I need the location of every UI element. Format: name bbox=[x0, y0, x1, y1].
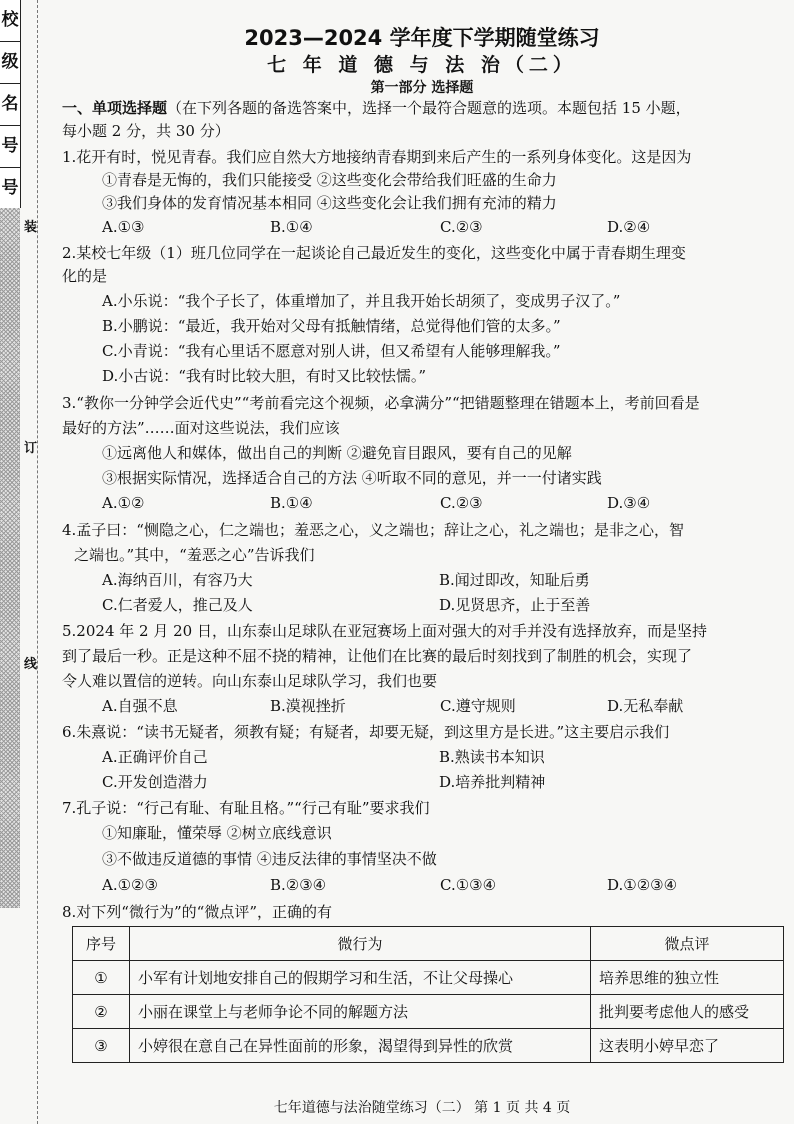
table-cell-behavior: 小丽在课堂上与老师争论不同的解题方法 bbox=[130, 995, 591, 1029]
q7-option-b: B.②③④ bbox=[270, 876, 327, 894]
q6-option-d: D.培养批判精神 bbox=[439, 773, 546, 791]
binding-label-school: 校 bbox=[0, 0, 20, 42]
q3-option-d: D.③④ bbox=[607, 494, 651, 512]
q6-option-a: A.正确评价自己 bbox=[102, 748, 208, 766]
table-header-cell: 微行为 bbox=[130, 927, 591, 961]
exam-title: 2023—2024 学年度下学期随堂练习 bbox=[244, 26, 600, 50]
binding-mark-ding: 订 bbox=[24, 436, 37, 457]
q1-stem: 1.花开有时，悦见青春。我们应自然大方地接纳青春期到来后产生的一系列身体变化。这是因为 bbox=[62, 148, 692, 166]
section-instruction bbox=[62, 98, 691, 118]
q3-option-b: B.①④ bbox=[270, 494, 313, 512]
table-cell-comment: 培养思维的独立性 bbox=[591, 961, 784, 995]
q3-items-row1: ①远离他人和媒体，做出自己的判断 ②避免盲目跟风，要有自己的见解 bbox=[102, 444, 572, 462]
q2-option-c: C.小青说：“我有心里话不愿意对别人讲，但又希望有人能够理解我。” bbox=[102, 342, 561, 360]
q1-option-b: B.①④ bbox=[270, 218, 313, 236]
q1-items-row2: ③我们身体的发育情况基本相同 ④这些变化会让我们拥有充沛的精力 bbox=[102, 194, 557, 212]
q1-option-a: A.①③ bbox=[102, 218, 145, 236]
q2-stem-line1: 2.某校七年级（1）班几位同学在一起谈论自己最近发生的变化，这些变化中属于青春期生理变 bbox=[62, 244, 686, 262]
q2-stem-line2: 化的是 bbox=[62, 267, 108, 285]
table-cell-behavior: 小军有计划地安排自己的假期学习和生活，不让父母操心 bbox=[130, 961, 591, 995]
q4-option-a: A.海纳百川，有容乃大 bbox=[102, 571, 253, 589]
table-header-cell: 微点评 bbox=[591, 927, 784, 961]
binding-mark-zhuang: 装 bbox=[24, 215, 37, 236]
binding-label-grade: 级 bbox=[0, 42, 20, 84]
table-header-row bbox=[73, 927, 784, 961]
binding-mark-xian: 线 bbox=[24, 652, 37, 673]
q3-stem-line2: 最好的方法”……面对这些说法，我们应该 bbox=[62, 419, 340, 437]
q5-stem-line3: 令人难以置信的逆转。向山东泰山足球队学习，我们也要 bbox=[62, 672, 438, 690]
q5-option-a: A.自强不息 bbox=[102, 697, 178, 715]
table-cell-behavior: 小婷很在意自己在异性面前的形象，渴望得到异性的欣赏 bbox=[130, 1029, 591, 1063]
table-cell-comment: 这表明小婷早恋了 bbox=[591, 1029, 784, 1063]
q2-option-a: A.小乐说：“我个子长了，体重增加了，并且我开始长胡须了，变成男子汉了。” bbox=[102, 292, 621, 310]
q3-option-c: C.②③ bbox=[440, 494, 483, 512]
q8-table bbox=[72, 926, 784, 1063]
q1-option-c: C.②③ bbox=[440, 218, 483, 236]
table-row bbox=[73, 995, 784, 1029]
binding-label-number: 号 bbox=[0, 126, 20, 168]
page-footer: 七年道德与法治随堂练习（二） 第 1 页 共 4 页 bbox=[273, 1100, 571, 1116]
exam-subtitle: 七 年 道 德 与 法 治（二） bbox=[267, 54, 577, 76]
table-cell-number: ① bbox=[73, 961, 130, 995]
section-instruction-cont: 每小题 2 分，共 30 分） bbox=[62, 122, 230, 140]
q2-option-d: D.小古说：“我有时比较大胆，有时又比较怯懦。” bbox=[102, 367, 427, 385]
q2-option-b: B.小鹏说：“最近，我开始对父母有抵触情绪，总觉得他们管的太多。” bbox=[102, 317, 561, 335]
binding-label-seat: 号 bbox=[0, 168, 20, 210]
table-row bbox=[73, 1029, 784, 1063]
q5-option-b: B.漠视挫折 bbox=[270, 697, 346, 715]
q3-items-row2: ③根据实际情况，选择适合自己的方法 ④听取不同的意见，并一一付诸实践 bbox=[102, 469, 602, 487]
q7-stem: 7.孔子说：“行己有耻、有耻且格。”“行己有耻”要求我们 bbox=[62, 799, 430, 817]
binding-dashed-line bbox=[37, 0, 38, 1124]
binding-label-name: 名 bbox=[0, 84, 20, 126]
section-heading: 一、单项选择题 bbox=[62, 99, 168, 117]
q5-option-d: D.无私奉献 bbox=[607, 697, 684, 715]
q5-option-c: C.遵守规则 bbox=[440, 697, 516, 715]
q4-stem-line2: 之端也。”其中，“羞恶之心”告诉我们 bbox=[74, 546, 315, 564]
q5-stem-line2: 到了最后一秒。正是这种不屈不挠的精神，让他们在比赛的最后时刻找到了制胜的机会，实现了 bbox=[62, 647, 693, 665]
q1-items-row1: ①青春是无悔的，我们只能接受 ②这些变化会带给我们旺盛的生命力 bbox=[102, 171, 557, 189]
q3-option-a: A.①② bbox=[102, 494, 145, 512]
table-header-cell: 序号 bbox=[73, 927, 130, 961]
q6-stem: 6.朱熹说：“读书无疑者，须教有疑；有疑者，却要无疑，到这里方是长进。”这主要启示我们 bbox=[62, 723, 670, 741]
q7-option-c: C.①③④ bbox=[440, 876, 497, 894]
q4-option-d: D.见贤思齐，止于至善 bbox=[439, 596, 591, 614]
part-heading: 第一部分 选择题 bbox=[370, 80, 474, 96]
section-instruction-text: （在下列各题的备选答案中，选择一个最符合题意的选项。本题包括 15 小题， bbox=[167, 99, 691, 117]
q8-stem: 8.对下列“微行为”的“微点评”，正确的有 bbox=[62, 903, 332, 921]
q6-option-b: B.熟读书本知识 bbox=[439, 748, 545, 766]
table-cell-comment: 批判要考虑他人的感受 bbox=[591, 995, 784, 1029]
q7-items-row1: ①知廉耻，懂荣辱 ②树立底线意识 bbox=[102, 824, 332, 842]
q7-option-d: D.①②③④ bbox=[607, 876, 678, 894]
q7-option-a: A.①②③ bbox=[102, 876, 158, 894]
q5-stem-line1: 5.2024 年 2 月 20 日，山东泰山足球队在亚冠赛场上面对强大的对手并没有选择放弃，而是坚持 bbox=[62, 622, 707, 640]
q7-items-row2: ③不做违反道德的事情 ④违反法律的事情坚决不做 bbox=[102, 850, 437, 868]
binding-info-box bbox=[0, 0, 21, 208]
q4-option-b: B.闻过即改，知耻后勇 bbox=[439, 571, 590, 589]
q1-option-d: D.②④ bbox=[607, 218, 651, 236]
q3-stem-line1: 3.“教你一分钟学会近代史”“考前看完这个视频，必拿满分”“把错题整理在错题本上，考前回看是 bbox=[62, 394, 700, 412]
q6-option-c: C.开发创造潜力 bbox=[102, 773, 208, 791]
q4-option-c: C.仁者爱人，推己及人 bbox=[102, 596, 253, 614]
q4-stem-line1: 4.孟子曰：“恻隐之心，仁之端也；羞恶之心，义之端也；辞让之心，礼之端也；是非之心，智 bbox=[62, 521, 684, 539]
table-row bbox=[73, 961, 784, 995]
table-cell-number: ③ bbox=[73, 1029, 130, 1063]
table-cell-number: ② bbox=[73, 995, 130, 1029]
binding-hatch-pattern bbox=[0, 208, 20, 908]
